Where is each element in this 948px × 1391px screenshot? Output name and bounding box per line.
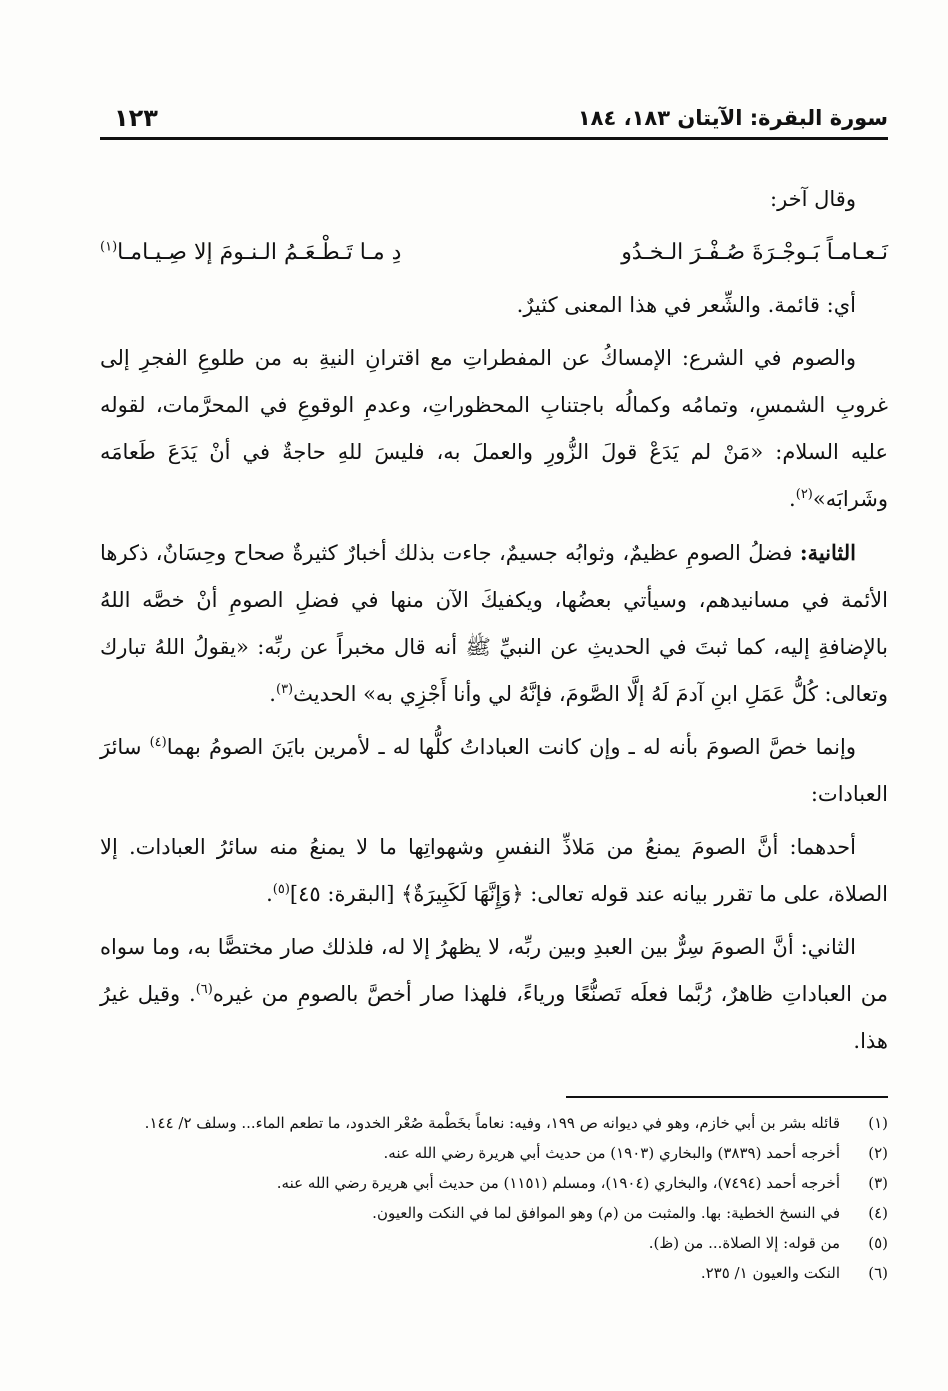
footnote <box>100 1228 888 1258</box>
footnote-ref-6: (٦) <box>195 982 213 997</box>
verse-second-hemistich: دِ مـا تَـطْـعَـمُ الـنـومَ إلا صِـيـامـا$^{(١)}$ <box>100 239 402 265</box>
footnote-number: (٥) <box>868 1234 888 1252</box>
footnote <box>100 1108 888 1138</box>
footnote <box>100 1168 888 1198</box>
footnote-ref-5: (٥) <box>272 882 290 897</box>
paragraph-sharia-definition: والصوم في الشرع: الإمساكُ عن المفطراتِ مع اقترانِ النيةِ به من طلوعِ الفجرِ إلى غروبِ الشمسِ، وتمامُه وكمالُه باجتنابِ المحظوراتِ، وعدمِ الوقوعِ في المحرَّمات، لقوله عليه السلام: «مَنْ لم يَدَعْ قولَ الزُّورِ والعملَ به، فليسَ للهِ حاجةٌ في أنْ يَدَعَ طَعامَه وشَرابَه»$^{(٢)}$. <box>100 346 888 511</box>
page-header <box>100 96 888 140</box>
paragraph-second-reason: الثاني: أنَّ الصومَ سِرٌّ بين العبدِ وبين ربِّه، لا يظهرُ إلا له، فلذلك صار مختصًّا به، وما سواه من العباداتِ ظاهرٌ، رُبَّما فعلَه تَصنُّعًا ورياءً، فلهذا صار أخصَّ بالصومِ من غيره$^{(٦)}$. وقيل غيرُ هذا. <box>100 935 888 1053</box>
footnote-text: أخرجه أحمد (٧٤٩٤)، والبخاري (١٩٠٤)، ومسلم (١١٥١) من حديث أبي هريرة رضي الله عنه. <box>276 1174 840 1192</box>
footnote-number: (١) <box>868 1114 888 1132</box>
section-lead: الثانية: <box>799 540 856 565</box>
footnote-separator <box>566 1096 888 1098</box>
footnote-ref-3: (٣) <box>275 682 294 697</box>
footnote-text: النكت والعيون ١/ ٢٣٥. <box>700 1264 840 1282</box>
footnote-text: قائله بشر بن أبي خازم، وهو في ديوانه ص ١٩٩، وفيه: نعاماً بخَطْمة صُعْر الخدود، ما تطعم الماء... وسلف ٢/ ١٤٤. <box>144 1114 840 1132</box>
paragraph-two-reasons: وإنما خصَّ الصومَ بأنه له ـ وإن كانت العباداتُ كلُّها له ـ لأمرين بايَنَ الصومُ بهما$^{(٤)}$ سائرَ العبادات: <box>100 735 888 806</box>
page-number: ١٢٣ <box>114 104 158 132</box>
verse-first-hemistich: نَـعـامـاً بَـوجْـرَةَ صُـفْـرَ الـخـدُو <box>621 240 888 265</box>
footnote <box>100 1258 888 1288</box>
footnote-ref-2: (٢) <box>795 487 813 502</box>
header-rule <box>100 137 888 140</box>
footnote <box>100 1138 888 1168</box>
footnote-text: من قوله: إلا الصلاة... من (ظ). <box>648 1234 840 1252</box>
paragraph-first-reason: أحدهما: أنَّ الصومَ يمنعُ من مَلاذِّ النفسِ وشهواتِها ما لا يمنعُ منه سائرُ العبادات. إلا الصلاة، على ما تقرر بيانه عند قوله تعالى: ﴿وَإِنَّهَا لَكَبِيرَةٌ﴾ [البقرة: ٤٥]$^{(٥)}$. <box>100 835 888 906</box>
footnote-number: (٦) <box>868 1264 888 1282</box>
footnote-number: (٤) <box>868 1204 888 1222</box>
footnote-number: (٣) <box>868 1174 888 1192</box>
footnote <box>100 1198 888 1228</box>
footnote-ref-1: (١) <box>100 239 118 255</box>
main-text <box>100 176 888 1071</box>
footnote-ref-4: (٤) <box>149 735 167 750</box>
paragraph-second-point: الثانية: فضلُ الصومِ عظيمٌ، وثوابُه جسيمٌ، جاءت بذلك أخبارٌ كثيرةٌ صحاح وحِسَانٌ، ذكرها الأئمة في مسانيدهم، وسيأتي بعضُها، ويكفيكَ الآن منها في فضلِ الصومِ أنْ خصَّه اللهُ بالإضافةِ إليه، كما ثبتَ في الحديثِ عن النبيِّ ﷺ أنه قال مخبراً عن ربِّه: «يقولُ اللهُ تبارك وتعالى: كُلُّ عَمَلِ ابنِ آدمَ لَهُ إلَّا الصَّومَ، فإنَّهُ لي وأنا أَجْزِي به» الحديث$^{(٣)}$. <box>100 540 888 706</box>
footnotes <box>100 1108 888 1288</box>
footnote-text: أخرجه أحمد (٣٨٣٩) والبخاري (١٩٠٣) من حديث أبي هريرة رضي الله عنه. <box>383 1144 840 1162</box>
poetry-verse <box>100 229 888 276</box>
intro-line: وقال آخر: <box>770 187 856 211</box>
footnote-number: (٢) <box>868 1144 888 1162</box>
footnote-text: في النسخ الخطية: بها. والمثبت من (م) وهو الموافق لما في النكت والعيون. <box>372 1204 840 1222</box>
surah-title: سورة البقرة: الآيتان ١٨٣، ١٨٤ <box>577 106 888 130</box>
gloss-paragraph: أي: قائمة. والشِّعر في هذا المعنى كثيرٌ. <box>516 293 856 317</box>
